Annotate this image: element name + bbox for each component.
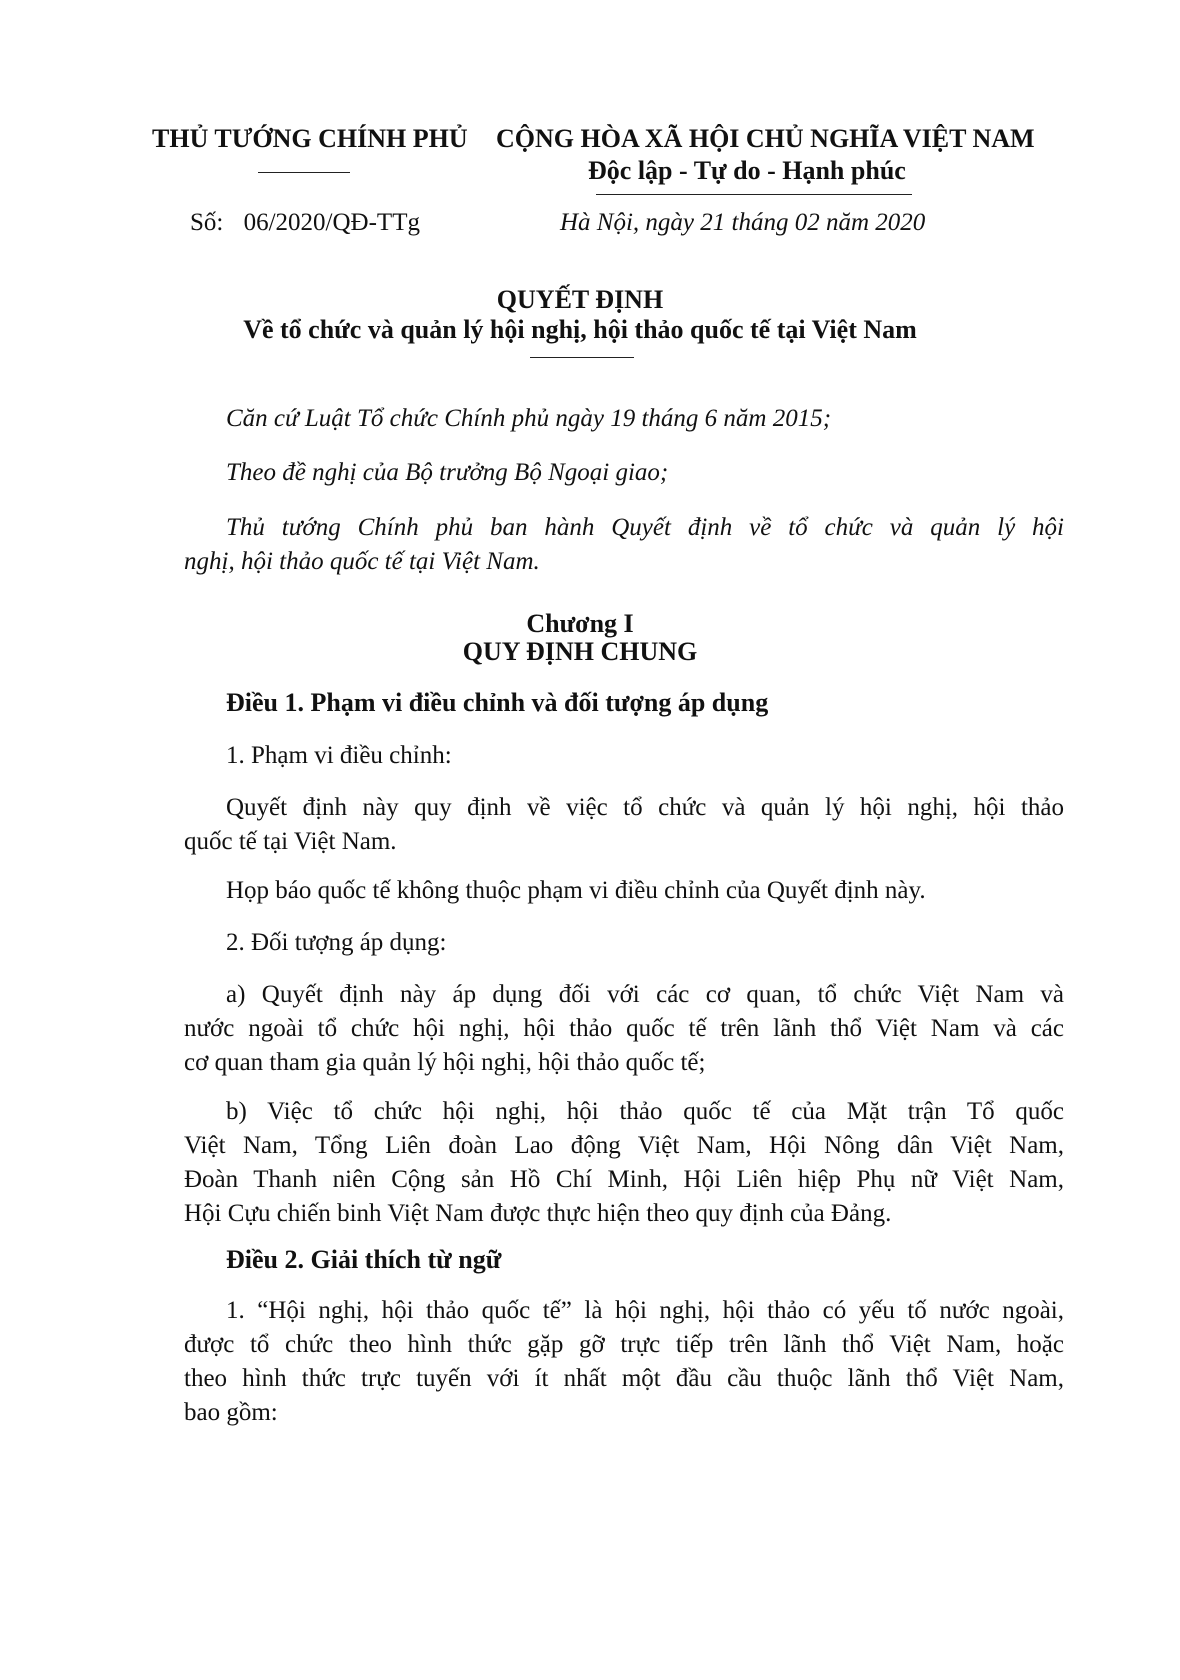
preamble-enactment — [184, 511, 1064, 579]
title-underline — [530, 357, 634, 358]
text-line: nước ngoài tổ chức hội nghị, hội thảo quốc tế trên lãnh thổ Việt Nam và các — [184, 1015, 1064, 1042]
text-line: được tổ chức theo hình thức gặp gỡ trực tiếp trên lãnh thổ Việt Nam, hoặc — [184, 1331, 1064, 1358]
preamble-basis-1: Căn cứ Luật Tổ chức Chính phủ ngày 19 tháng 6 năm 2015; — [226, 405, 832, 432]
chapter-title: QUY ĐỊNH CHUNG — [462, 637, 698, 666]
article-1-clause-1-label: 1. Phạm vi điều chỉnh: — [226, 742, 452, 769]
document-subject: Về tổ chức và quản lý hội nghị, hội thảo quốc tế tại Việt Nam — [243, 315, 917, 344]
text-line: a) Quyết định này áp dụng đối với các cơ quan, tổ chức Việt Nam và — [226, 981, 1064, 1008]
article-1-clause-1-text — [184, 791, 1064, 859]
text-line: Việt Nam, Tổng Liên đoàn Lao động Việt Nam, Hội Nông dân Việt Nam, — [184, 1132, 1064, 1159]
article-1-clause-1-note: Họp báo quốc tế không thuộc phạm vi điều chỉnh của Quyết định này. — [226, 877, 926, 904]
motto-underline — [596, 194, 912, 195]
text-line: Đoàn Thanh niên Cộng sản Hồ Chí Minh, Hội Liên hiệp Phụ nữ Việt Nam, — [184, 1166, 1064, 1193]
article-2-clause-1 — [184, 1294, 1064, 1430]
article-2-heading: Điều 2. Giải thích từ ngữ — [226, 1245, 502, 1274]
text-line: bao gồm: — [184, 1399, 278, 1426]
document-type: QUYẾT ĐỊNH — [496, 285, 664, 314]
text-line: quốc tế tại Việt Nam. — [184, 828, 397, 855]
issuing-agency: THỦ TƯỚNG CHÍNH PHỦ — [152, 124, 468, 153]
text-line: Thủ tướng Chính phủ ban hành Quyết định về tổ chức và quản lý hội — [226, 514, 1064, 541]
agency-underline — [258, 172, 350, 173]
place-and-date: Hà Nội, ngày 21 tháng 02 năm 2020 — [560, 209, 926, 236]
document-number — [190, 209, 420, 237]
nation-name: CỘNG HÒA XÃ HỘI CHỦ NGHĨA VIỆT NAM — [496, 124, 1035, 153]
text-line: Hội Cựu chiến binh Việt Nam được thực hiện theo quy định của Đảng. — [184, 1200, 892, 1227]
article-1-clause-2-label: 2. Đối tượng áp dụng: — [226, 929, 447, 956]
number-value: 06/2020/QĐ-TTg — [243, 209, 420, 236]
text-line: 1. “Hội nghị, hội thảo quốc tế” là hội nghị, hội thảo có yếu tố nước ngoài, — [226, 1297, 1064, 1324]
preamble-basis-2: Theo đề nghị của Bộ trưởng Bộ Ngoại giao; — [226, 459, 669, 486]
text-line: cơ quan tham gia quản lý hội nghị, hội thảo quốc tế; — [184, 1049, 706, 1076]
chapter-number: Chương I — [526, 609, 634, 638]
article-1-clause-2a — [184, 978, 1064, 1080]
text-line: Quyết định này quy định về việc tổ chức và quản lý hội nghị, hội thảo — [226, 794, 1064, 821]
national-motto: Độc lập - Tự do - Hạnh phúc — [588, 156, 906, 185]
article-1-heading: Điều 1. Phạm vi điều chỉnh và đối tượng áp dụng — [226, 688, 769, 717]
article-1-clause-2b — [184, 1095, 1064, 1231]
text-line: nghị, hội thảo quốc tế tại Việt Nam. — [184, 548, 540, 575]
text-line: theo hình thức trực tuyến với ít nhất một đầu cầu thuộc lãnh thổ Việt Nam, — [184, 1365, 1064, 1392]
number-label: Số: — [190, 209, 224, 236]
text-line: b) Việc tổ chức hội nghị, hội thảo quốc tế của Mặt trận Tổ quốc — [226, 1098, 1064, 1125]
